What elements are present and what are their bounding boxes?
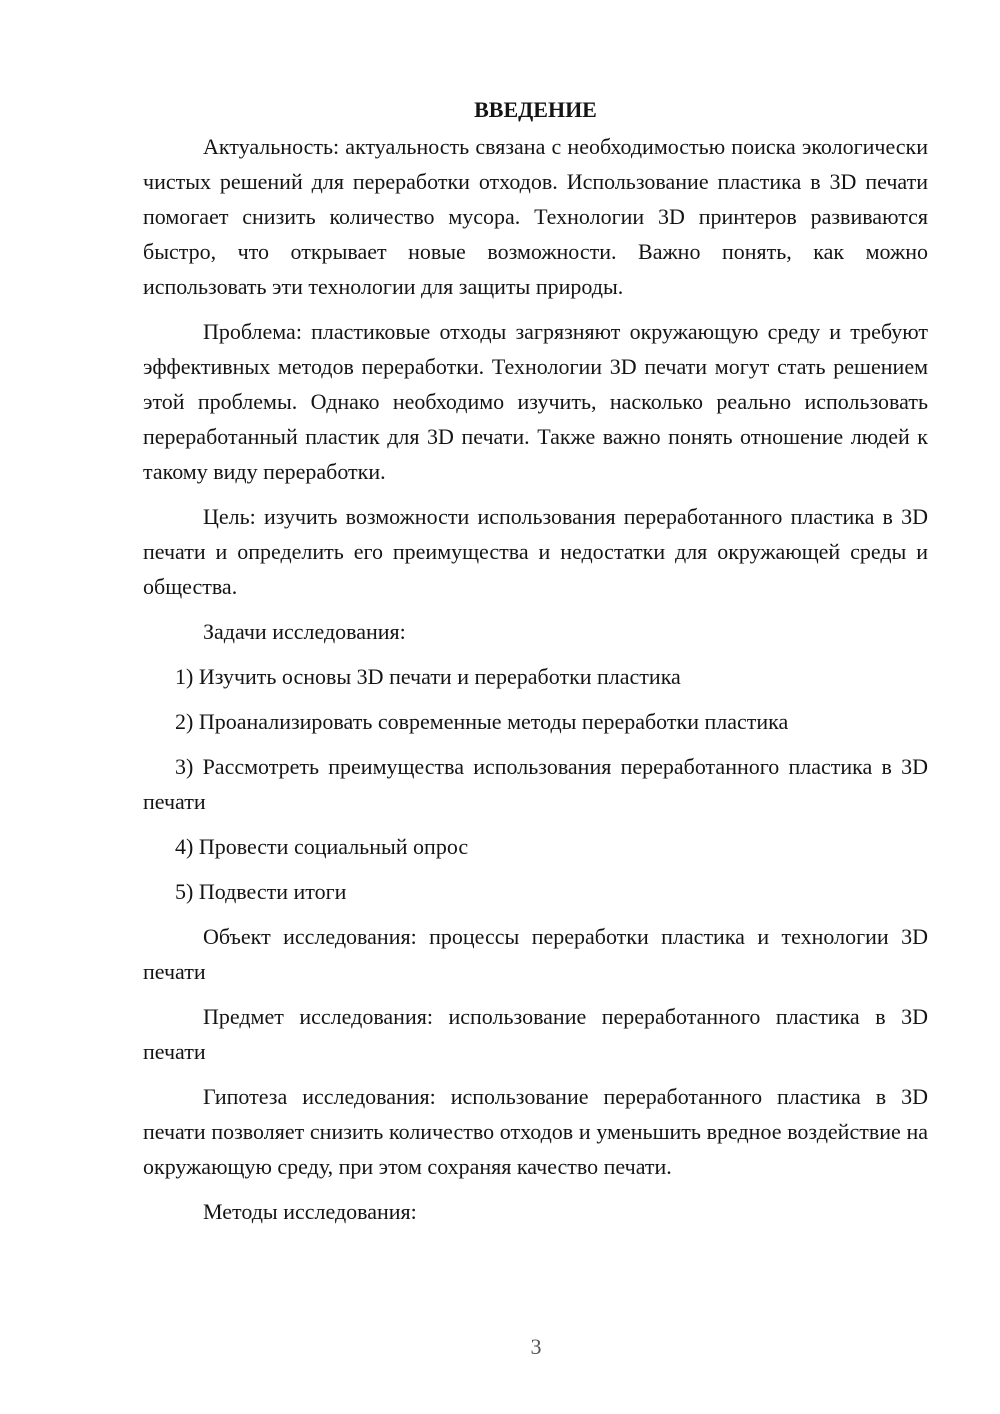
task-item: 2) Проанализировать современные методы переработки пластика xyxy=(175,709,789,734)
object-paragraph: Объект исследования: процессы переработки пластика и технологии 3D печати xyxy=(143,924,928,984)
goal-paragraph: Цель: изучить возможности использования переработанного пластика в 3D печати и определить его преимущества и недостатки для окружающей среды и общества. xyxy=(143,504,928,599)
hypothesis-paragraph: Гипотеза исследования: использование переработанного пластика в 3D печати позволяет снизить количество отходов и уменьшить вредное воздействие на окружающую среду, при этом сохраняя качество печати. xyxy=(143,1084,928,1179)
subject-paragraph: Предмет исследования: использование переработанного пластика в 3D печати xyxy=(143,1004,928,1064)
task-item: 3) Рассмотреть преимущества использования переработанного пластика в 3D печати xyxy=(143,754,928,814)
section-heading: ВВЕДЕНИЕ xyxy=(474,97,597,122)
relevance-paragraph: Актуальность: актуальность связана с необходимостью поиска экологически чистых решений для переработки отходов. Использование пластика в 3D печати помогает снизить количество мусора. Технологии 3D принтеров развиваются быстро, что открывает новые возможности. Важно понять, как можно использовать эти технологии для защиты природы. xyxy=(143,134,928,299)
methods-heading: Методы исследования: xyxy=(203,1199,417,1224)
task-item: 4) Провести социальный опрос xyxy=(175,834,469,859)
page-number: 3 xyxy=(530,1334,542,1359)
task-item: 1) Изучить основы 3D печати и переработки пластика xyxy=(175,664,681,689)
task-item: 5) Подвести итоги xyxy=(175,879,347,904)
tasks-heading: Задачи исследования: xyxy=(203,619,406,644)
problem-paragraph: Проблема: пластиковые отходы загрязняют окружающую среду и требуют эффективных методов переработки. Технологии 3D печати могут стать решением этой проблемы. Однако необходимо изучить, насколько реально использовать переработанный пластик для 3D печати. Также важно понять отношение людей к такому виду переработки. xyxy=(143,319,928,484)
document-page xyxy=(143,92,928,1239)
